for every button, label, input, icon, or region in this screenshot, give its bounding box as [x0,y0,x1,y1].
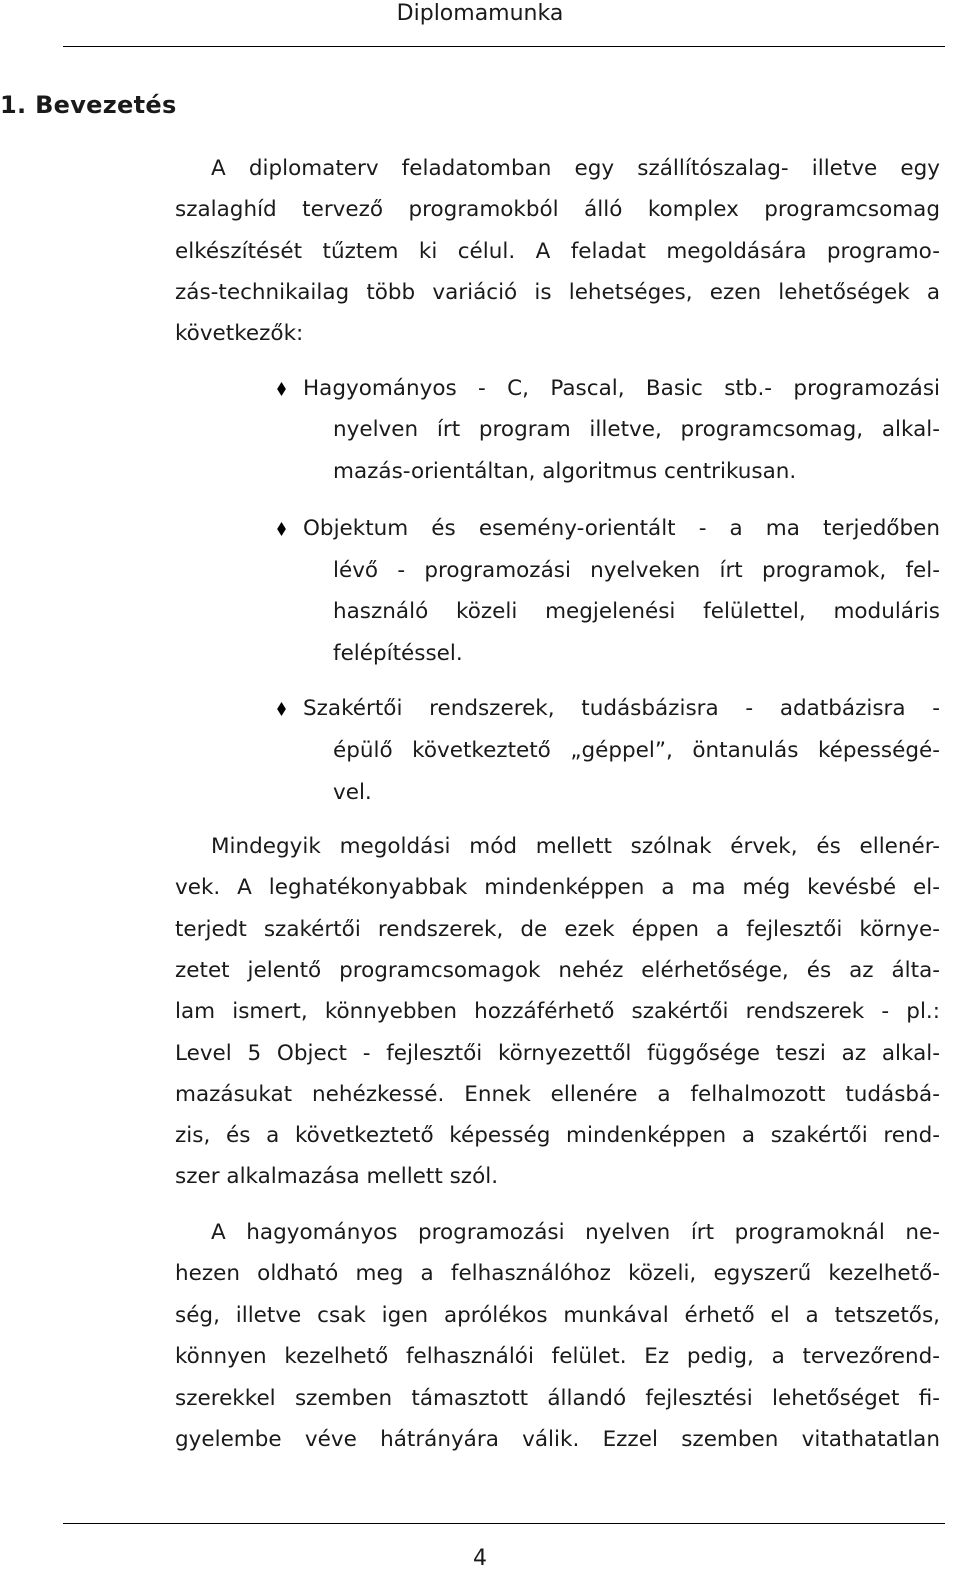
text-line: zás-technikailag több variáció is lehetséges, ezen lehetőségek a [175,280,940,305]
text-line: felépítéssel. [333,641,463,666]
text-line: Szakértői rendszerek, tudásbázisra - adatbázisra - [303,696,940,721]
text-line: mazás-orientáltan, algoritmus centrikusan. [333,459,797,484]
text-line: lévő - programozási nyelveken írt programok, fel- [333,558,940,583]
text-line: vel. [333,780,372,805]
text-line: mazásukat nehézkessé. Ennek ellenére a felhalmozott tudásbá- [175,1082,940,1107]
text-line: gyelembe véve hátrányára válik. Ezzel szemben vitathatatlan [175,1427,940,1452]
text-line: szalaghíd tervező programokból álló komplex programcsomag [175,197,940,222]
text-line: zis, és a következtető képesség mindenképpen a szakértői rend- [175,1123,940,1148]
text-line: használó közeli megjelenési felülettel, moduláris [333,599,940,624]
text-line: A hagyományos programozási nyelven írt programoknál ne- [211,1220,940,1245]
text-line: nyelven írt program illetve, programcsomag, alkal- [333,417,940,442]
page-number: 4 [473,1546,487,1571]
text-line: A diplomaterv feladatomban egy szállítószalag- illetve egy [211,156,940,181]
text-line: következők: [175,321,304,346]
text-line: épülő következtető „géppel”, öntanulás képességé- [333,738,940,763]
header-rule [63,46,945,47]
text-line: hezen oldható meg a felhasználóhoz közeli, egyszerű kezelhető- [175,1261,940,1286]
footer-rule [63,1523,945,1524]
text-line: Level 5 Object - fejlesztői környezettől függősége teszi az alkal- [175,1041,940,1066]
text-line: vek. A leghatékonyabbak mindenképpen a ma még kevésbé el- [175,875,940,900]
text-line: Hagyományos - C, Pascal, Basic stb.- programozási [303,376,940,401]
text-line: lam ismert, könnyebben hozzáférhető szakértői rendszerek - pl.: [175,999,940,1024]
chapter-title: 1. Bevezetés [0,91,177,119]
text-line: szer alkalmazása mellett szól. [175,1164,499,1189]
diamond-bullet-icon [277,382,286,396]
text-line: terjedt szakértői rendszerek, de ezek éppen a fejlesztői környe- [175,917,940,942]
text-line: ség, illetve csak igen aprólékos munkával érhető el a tetszetős, [175,1303,940,1328]
diamond-bullet-icon [277,522,286,536]
text-line: elkészítését tűztem ki célul. A feladat megoldására programo- [175,239,940,264]
text-line: könnyen kezelhető felhasználói felület. Ez pedig, a tervezőrend- [175,1344,940,1369]
text-line: Mindegyik megoldási mód mellett szólnak érvek, és ellenér- [211,834,940,859]
running-header: Diplomamunka [396,1,564,26]
text-line: Objektum és esemény-orientált - a ma terjedőben [303,516,940,541]
diamond-bullet-icon [277,702,286,716]
text-line: zetet jelentő programcsomagok nehéz elérhetősége, és az álta- [175,958,940,983]
text-line: szerekkel szemben támasztott állandó fejlesztési lehetőséget fi- [175,1386,940,1411]
